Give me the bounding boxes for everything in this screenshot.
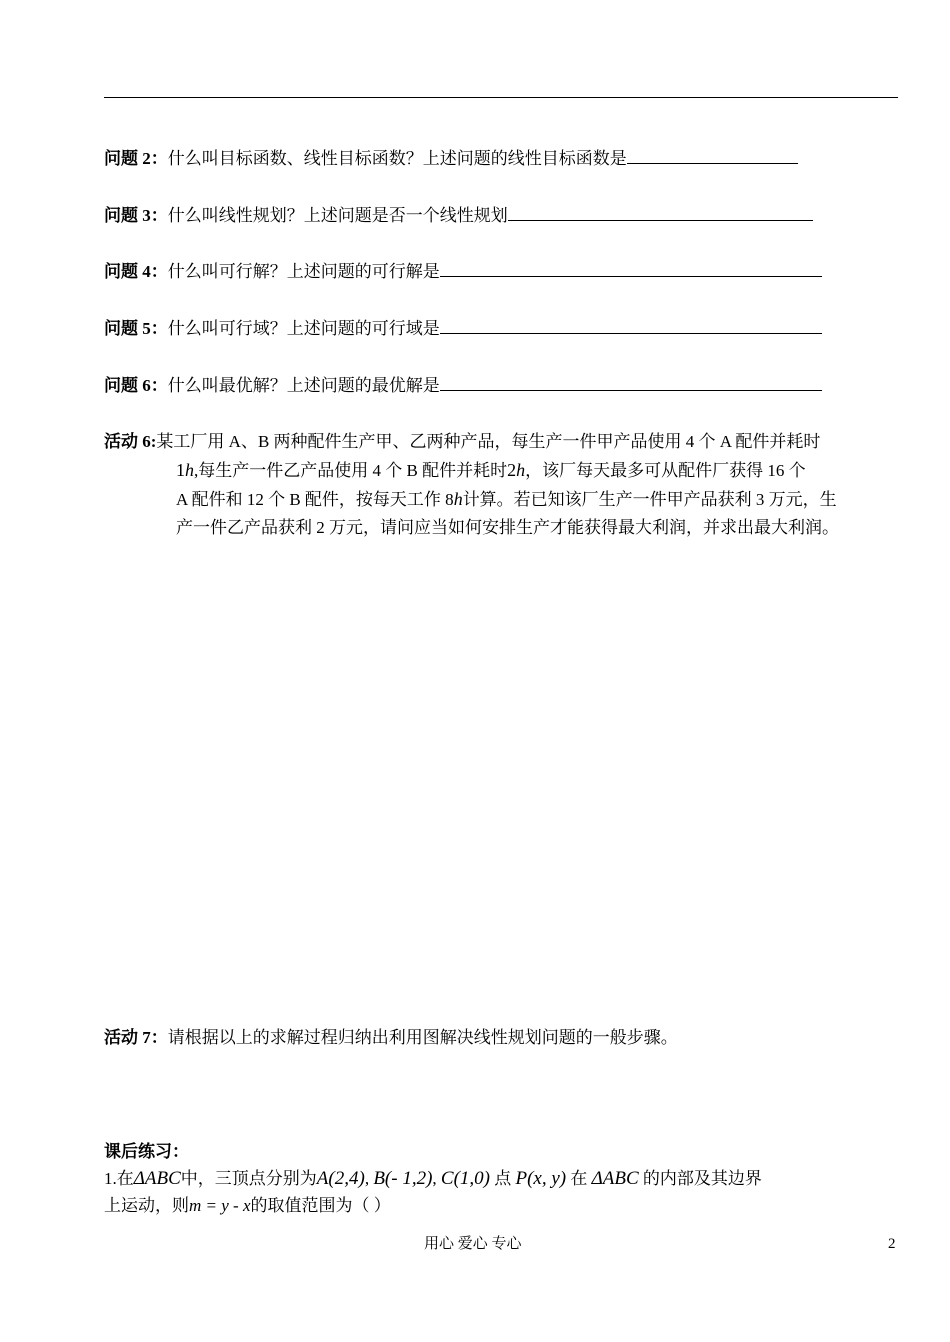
question-label: 问题 4： [104,262,168,281]
activity-7 [104,1025,678,1051]
question-label: 问题 6： [104,376,168,395]
math-hour-unit: h [453,489,463,509]
question-text: 什么叫可行解？上述问题的可行解是 [167,262,440,281]
exercise-text: 中，三顶点分别为 [180,1169,317,1188]
activity-text: 请根据以上的求解过程归纳出利用图解决线性规划问题的一般步骤。 [167,1028,678,1047]
activity-6-line-4 [104,514,904,542]
activity-text: 产一件乙产品获利 2 万元，请问应当如何安排生产才能获得最大利润，并求出最大利润。 [176,518,839,537]
exercise-heading: 课后练习： [104,1142,189,1161]
activity-6 [104,428,904,542]
math-triangle: ΔABC [133,1168,181,1189]
question-text: 什么叫最优解？上述问题的最优解是 [167,376,440,395]
exercise-text: 的取值范围为（ ） [250,1196,391,1215]
exercise-1-line-1: 1.在ΔABC中，三顶点分别为A(2,4), B(- 1,2), C(1,0) 点 P(x, y) 在 ΔABC 的内部及其边界 [104,1168,762,1189]
activity-6-line-2 [104,456,904,485]
math-triangle: ΔABC [591,1168,639,1189]
activity-text: ，该厂每天最多可从配件厂获得 16 个 [525,461,806,480]
question-label: 问题 3： [104,206,168,225]
answer-blank[interactable] [627,145,798,164]
answer-blank[interactable] [440,372,822,391]
exercise-text: 的内部及其边界 [642,1169,762,1188]
question-2 [104,145,798,171]
question-text: 什么叫线性规划？上述问题是否一个线性规划 [167,206,508,225]
question-4 [104,258,822,284]
activity-6-line-3 [104,485,904,514]
exercise-text: 上运动，则 [104,1196,189,1215]
question-text: 什么叫目标函数、线性目标函数？上述问题的线性目标函数是 [167,149,627,168]
math-point-b: B(- 1,2) [373,1168,433,1189]
question-text: 什么叫可行域？上述问题的可行域是 [167,319,440,338]
footer-motto: 用心 爱心 专心 [424,1236,522,1252]
exercise-text: 在 [570,1169,588,1188]
activity-6-line-1 [104,428,904,456]
math-expression: m = y - x [189,1196,251,1215]
activity-label: 活动 6: [104,432,157,451]
question-label: 问题 5： [104,319,168,338]
activity-text: 计算。若已知该厂生产一件甲产品获利 3 万元，生 [462,490,837,509]
question-6 [104,372,822,398]
exercise-text: 1.在 [104,1169,134,1188]
question-label: 问题 2： [104,149,168,168]
exercise-1-line-2 [104,1194,904,1218]
math-hour-unit: h [516,460,526,480]
math-point-c: C(1,0) [440,1168,490,1189]
question-3 [104,202,813,228]
exercise-text: 点 [494,1169,512,1188]
activity-text: ,每生产一件乙产品使用 4 个 B 配件并耗时 [194,461,508,480]
answer-blank[interactable] [440,315,822,334]
math-number: 1 [176,460,185,480]
exercise-1 [104,1164,904,1218]
activity-text: A 配件和 12 个 B 配件，按每天工作 8 [176,490,454,509]
activity-label: 活动 7： [104,1028,168,1047]
header-rule [104,97,898,98]
answer-blank[interactable] [440,258,822,277]
activity-text: 某工厂用 A、B 两种配件生产甲、乙两种产品，每生产一件甲产品使用 4 个 A 配件并耗时 [156,432,821,451]
math-point-a: A(2,4) [316,1168,365,1189]
question-5 [104,315,822,341]
page-number: 2 [888,1236,896,1252]
page-footer [0,1232,950,1256]
math-number: 2 [507,460,517,480]
math-hour-unit: h [185,460,194,480]
math-point-p: P(x, y) [515,1168,567,1189]
answer-blank[interactable] [508,202,813,221]
